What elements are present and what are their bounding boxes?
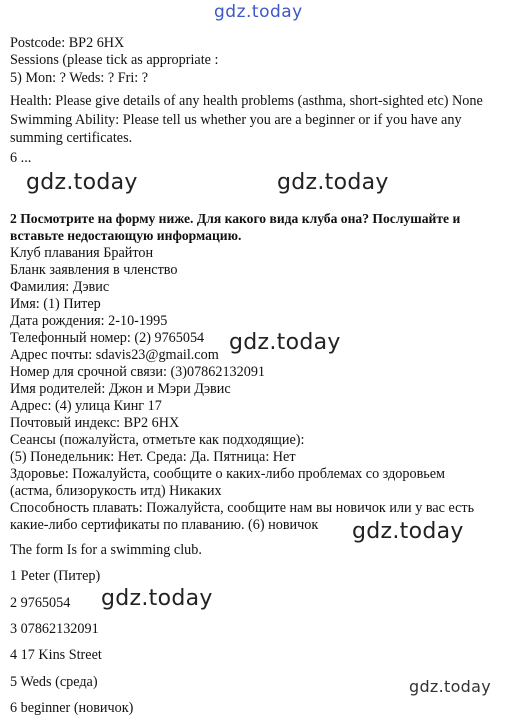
ru-form-line-1: Клуб плавания Брайтон [10,245,154,261]
ru-form-line-5: Дата рождения: 2-10-1995 [10,313,168,329]
ru-form-line-10: Адрес: (4) улица Кинг 17 [10,398,162,414]
form-line-certificates: summing certificates. [10,130,133,146]
form-line-health: Health: Please give details of any health problems (asthma, short-sighted etc) None [10,93,483,109]
form-line-sessions: Sessions (please tick as appropriate : [10,52,219,68]
ru-form-line-8: Номер для срочной связи: (3)07862132091 [10,364,266,380]
answer-intro: The form Is for a swimming club. [10,542,202,558]
task-heading-line-2: вставьте недостающую информацию. [10,228,242,243]
form-line-swimming-ability: Swimming Ability: Please tell us whether you are a beginner or if you have any [10,112,462,128]
watermark-lower-left: gdz.today [101,586,213,611]
ru-form-line-4: Имя: (1) Питер [10,296,101,312]
task-heading-line-1: 2 Посмотрите на форму ниже. Для какого вида клуба она? Послушайте и [10,211,461,226]
watermark-middle: gdz.today [229,330,341,355]
answer-item-4: 4 17 Kins Street [10,647,102,663]
ru-form-line-14: Здоровье: Пожалуйста, сообщите о каких-либо проблемах со здоровьем [10,466,446,482]
ru-form-line-2: Бланк заявления в членство [10,262,178,278]
ru-form-line-16: Способность плавать: Пожалуйста, сообщите нам вы новичок или у вас есть [10,500,475,516]
form-line-days: 5) Mon: ? Weds: ? Fri: ? [10,70,149,86]
ru-form-line-7: Адрес почты: sdavis23@gmail.com [10,347,219,363]
ru-form-line-13: (5) Понедельник: Нет. Среда: Да. Пятница: Нет [10,449,296,465]
answer-item-3: 3 07862132091 [10,621,99,637]
ru-form-line-3: Фамилия: Дэвис [10,279,110,295]
answer-item-6: 6 beginner (новичок) [10,700,134,716]
ru-form-line-11: Почтовый индекс: BP2 6HX [10,415,180,431]
answer-item-5: 5 Weds (среда) [10,674,98,690]
answer-item-1: 1 Peter (Питер) [10,568,101,584]
ru-form-line-6: Телефонный номер: (2) 9765054 [10,330,205,346]
form-line-postcode: Postcode: BP2 6HX [10,35,125,51]
watermark-right: gdz.today [277,170,389,195]
ru-form-line-12: Сеансы (пожалуйста, отметьте как подходящие): [10,432,305,448]
ru-form-line-15: (астма, близорукость итд) Никаких [10,483,222,499]
ru-form-line-9: Имя родителей: Джон и Мэри Дэвис [10,381,231,397]
watermark-lower-right: gdz.today [409,677,491,696]
watermark-right-lower: gdz.today [352,519,464,544]
answer-item-2: 2 9765054 [10,595,71,611]
watermark-top: gdz.today [214,2,303,22]
watermark-left: gdz.today [26,170,138,195]
form-line-item-6: 6 ... [10,150,32,166]
ru-form-line-17: какие-либо сертификаты по плаванию. (6) новичок [10,517,319,533]
